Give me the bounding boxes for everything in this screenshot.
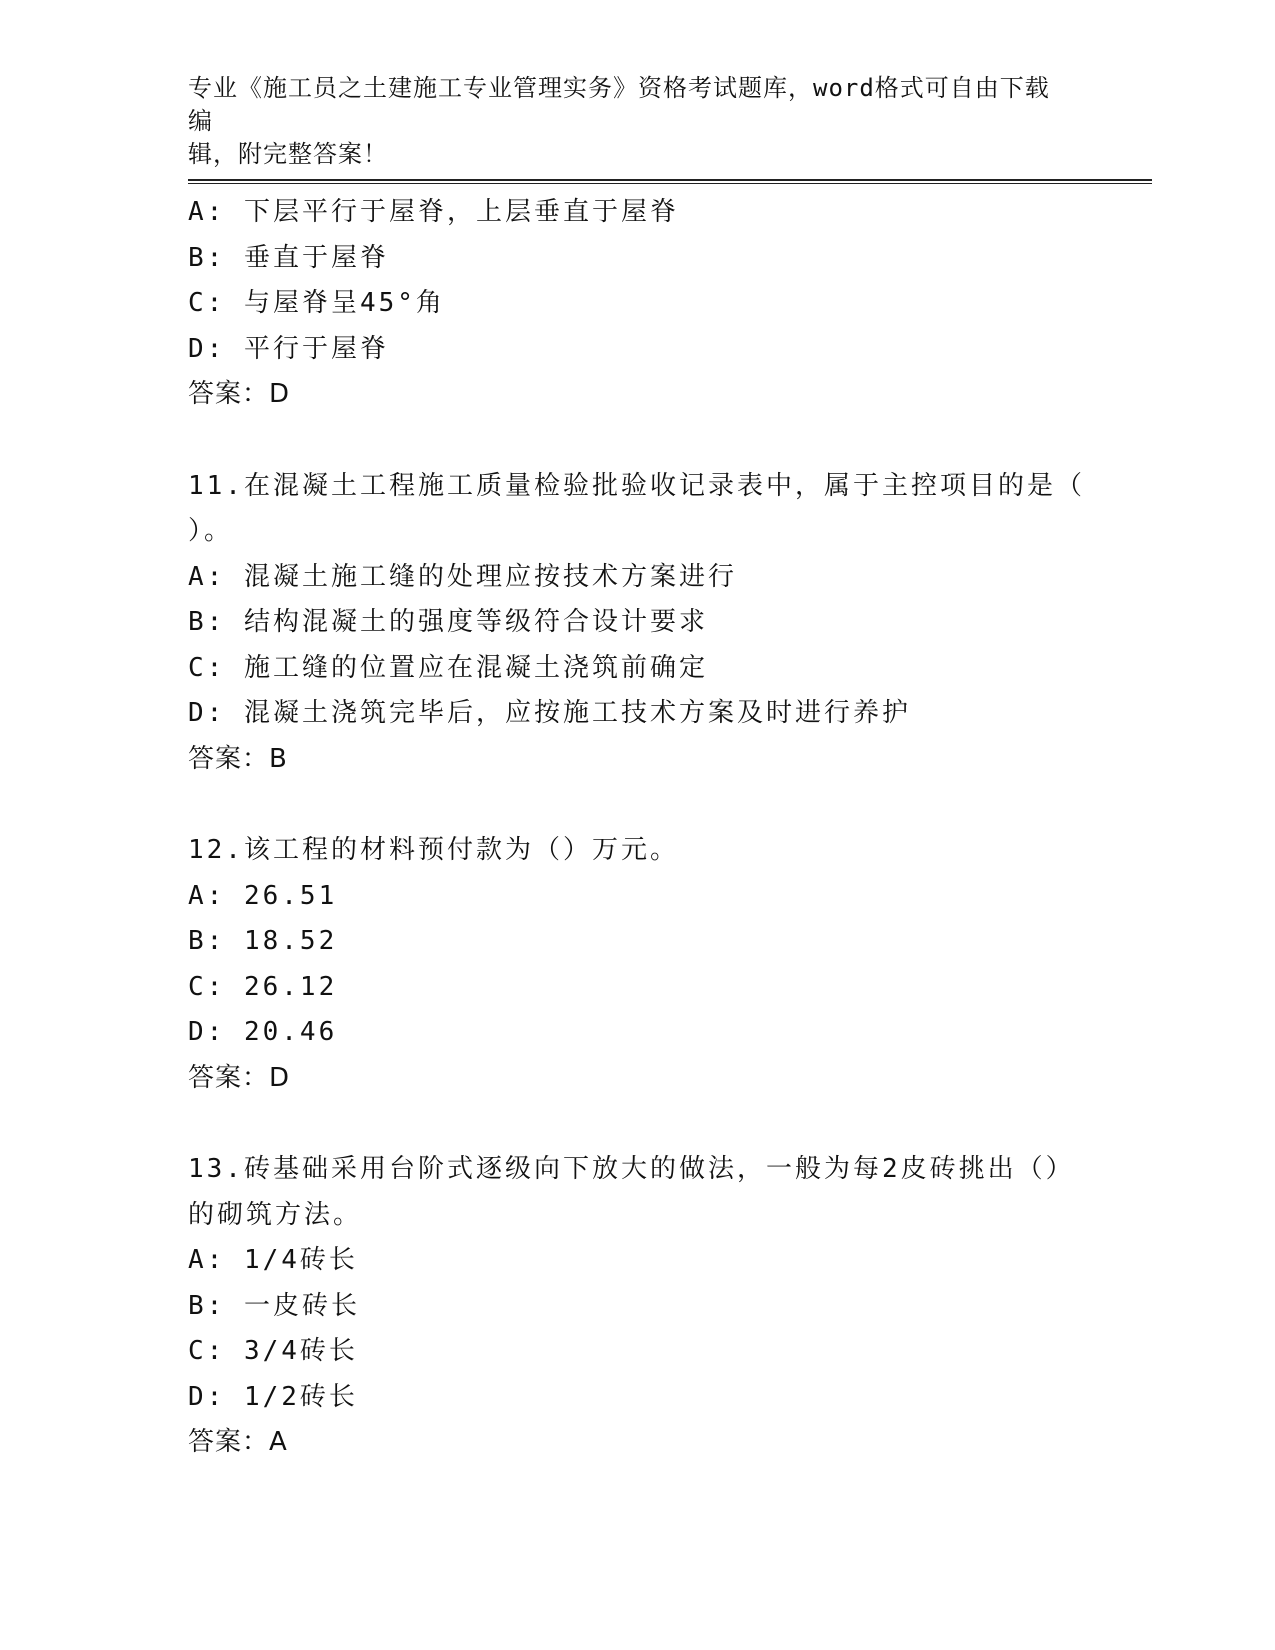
option-c: C: 与屋脊呈45°角 — [188, 288, 445, 318]
option-b: B: 垂直于屋脊 — [188, 242, 389, 273]
question-12 — [188, 828, 1088, 1101]
option-c: C: 26.12 — [188, 971, 338, 1002]
option-a: A: 26.51 — [188, 880, 338, 911]
question-list — [188, 190, 1088, 1466]
option-d: D: 20.46 — [188, 1017, 338, 1047]
question-stem-line-1: 11.在混凝土工程施工质量检验批验收记录表中，属于主控项目的是（ — [188, 470, 1085, 501]
option-b: B: 18.52 — [188, 926, 338, 956]
question-11 — [188, 464, 1088, 783]
option-a: A: 1/4砖长 — [188, 1245, 358, 1275]
spacer — [188, 782, 1088, 828]
option-d: D: 混凝土浇筑完毕后，应按施工技术方案及时进行养护 — [188, 698, 911, 728]
option-a: A: 混凝土施工缝的处理应按技术方案进行 — [188, 561, 737, 592]
option-d: D: 平行于屋脊 — [188, 333, 389, 364]
question-13 — [188, 1147, 1088, 1466]
question-stem-line-2: ）。 — [188, 516, 234, 546]
answer: 答案：D — [188, 1062, 291, 1093]
header-line-2: 辑，附完整答案！ — [188, 140, 388, 168]
question-stem-line-2: 的砌筑方法。 — [188, 1199, 363, 1230]
answer: 答案：D — [188, 379, 291, 409]
option-c: C: 3/4砖长 — [188, 1336, 358, 1366]
option-a: A: 下层平行于屋脊，上层垂直于屋脊 — [188, 197, 679, 227]
option-c: C: 施工缝的位置应在混凝土浇筑前确定 — [188, 652, 708, 683]
option-b: B: 一皮砖长 — [188, 1290, 360, 1321]
answer: 答案：B — [188, 743, 288, 774]
option-b: B: 结构混凝土的强度等级符合设计要求 — [188, 607, 708, 637]
answer: 答案：A — [188, 1427, 288, 1457]
question-10 — [188, 190, 1088, 418]
option-d: D: 1/2砖长 — [188, 1381, 358, 1412]
spacer — [188, 418, 1088, 464]
question-stem-line-1: 12.该工程的材料预付款为（）万元。 — [188, 835, 679, 865]
header-divider — [188, 179, 1152, 184]
header-line-1: 专业《施工员之土建施工专业管理实务》资格考试题库，word格式可自由下载编 — [188, 74, 1050, 135]
question-stem-line-1: 13.砖基础采用台阶式逐级向下放大的做法，一般为每2皮砖挑出（） — [188, 1154, 1075, 1184]
document-header — [188, 72, 1068, 171]
spacer — [188, 1101, 1088, 1147]
